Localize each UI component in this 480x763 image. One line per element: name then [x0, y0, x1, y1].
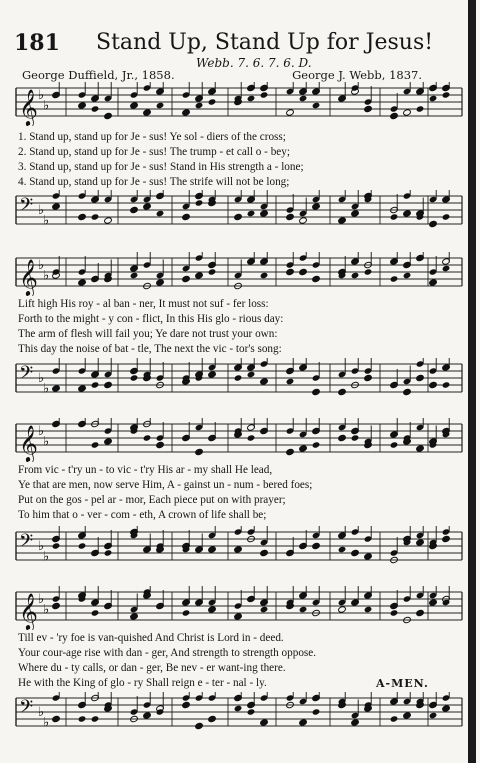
svg-text:♭: ♭ — [43, 602, 50, 618]
svg-text:𝄢: 𝄢 — [19, 363, 34, 389]
composer-credit: George J. Webb, 1837. — [292, 68, 422, 82]
svg-text:𝄞: 𝄞 — [19, 258, 38, 296]
svg-text:♭: ♭ — [38, 705, 45, 721]
svg-text:♭: ♭ — [43, 715, 50, 731]
lyric-line: This day the noise of bat - tle, The next the vic - tor's song: — [18, 343, 282, 355]
svg-text:𝄞: 𝄞 — [19, 592, 38, 630]
svg-text:♭: ♭ — [38, 371, 45, 387]
lyric-line: Where du - ty calls, or dan - ger, Be nev - er want-ing there. — [18, 662, 286, 674]
svg-text:♭: ♭ — [43, 98, 50, 114]
svg-text:♭: ♭ — [43, 434, 50, 450]
svg-text:♭: ♭ — [38, 592, 45, 608]
lyric-line: From vic - t'ry un - to vic - t'ry His ar - my shall He lead, — [18, 464, 273, 476]
svg-text:♭: ♭ — [43, 549, 50, 565]
lyric-line: Your cour-age rise with dan - ger, And strength to strength oppose. — [18, 647, 317, 659]
lyric-line: The arm of flesh will fail you; Ye dare not trust your own: — [18, 328, 278, 340]
lyric-line: 1. Stand up, stand up for Je - sus! Ye sol - diers of the cross; — [18, 131, 286, 143]
lyric-line: Lift high His roy - al ban - ner, It must not suf - fer loss: — [18, 298, 269, 310]
svg-text:♭: ♭ — [38, 424, 45, 440]
tune-meter: Webb. 7. 6. 7. 6. D. — [196, 56, 312, 70]
svg-text:𝄢: 𝄢 — [19, 697, 34, 723]
lyric-line: To him that o - ver - com - eth, A crown of life shall be; — [18, 509, 267, 521]
svg-text:♭: ♭ — [43, 213, 50, 229]
lyric-line: 2. Stand up, stand up for Je - sus! The trump - et call o - bey; — [18, 146, 290, 158]
hymn-number: 181 — [14, 30, 60, 56]
lyric-line: He with the King of glo - ry Shall reign e - ter - nal - ly. — [18, 677, 267, 689]
lyric-line: Till ev - 'ry foe is van-quished And Christ is Lord in - deed. — [18, 632, 284, 644]
svg-text:♭: ♭ — [38, 258, 45, 274]
hymn-title: Stand Up, Stand Up for Jesus! — [96, 30, 434, 55]
svg-text:♭: ♭ — [43, 381, 50, 397]
bass-staff — [0, 692, 470, 736]
lyric-line: 3. Stand up, stand up for Je - sus! Stand in His strength a - lone; — [18, 161, 304, 173]
svg-text:𝄞: 𝄞 — [19, 88, 38, 126]
svg-text:♭: ♭ — [38, 539, 45, 555]
svg-text:♭: ♭ — [43, 268, 50, 284]
treble-staff — [0, 586, 470, 630]
lyric-line: Forth to the might - y con - flict, In this His glo - rious day: — [18, 313, 284, 325]
svg-text:𝄢: 𝄢 — [19, 195, 34, 221]
lyric-line: Put on the gos - pel ar - mor, Each piece put on with prayer; — [18, 494, 286, 506]
svg-text:𝄢: 𝄢 — [19, 531, 34, 557]
svg-text:𝄞: 𝄞 — [19, 424, 38, 462]
lyric-line: 4. Stand up, stand up for Je - sus! The strife will not be long; — [18, 176, 290, 188]
author-credit: George Duffield, Jr., 1858. — [22, 68, 175, 82]
svg-text:♭: ♭ — [38, 88, 45, 104]
amen-label: A-MEN. — [376, 677, 429, 690]
svg-text:♭: ♭ — [38, 203, 45, 219]
lyric-line: Ye that are men, now serve Him, A - gainst un - num - bered foes; — [18, 479, 313, 491]
